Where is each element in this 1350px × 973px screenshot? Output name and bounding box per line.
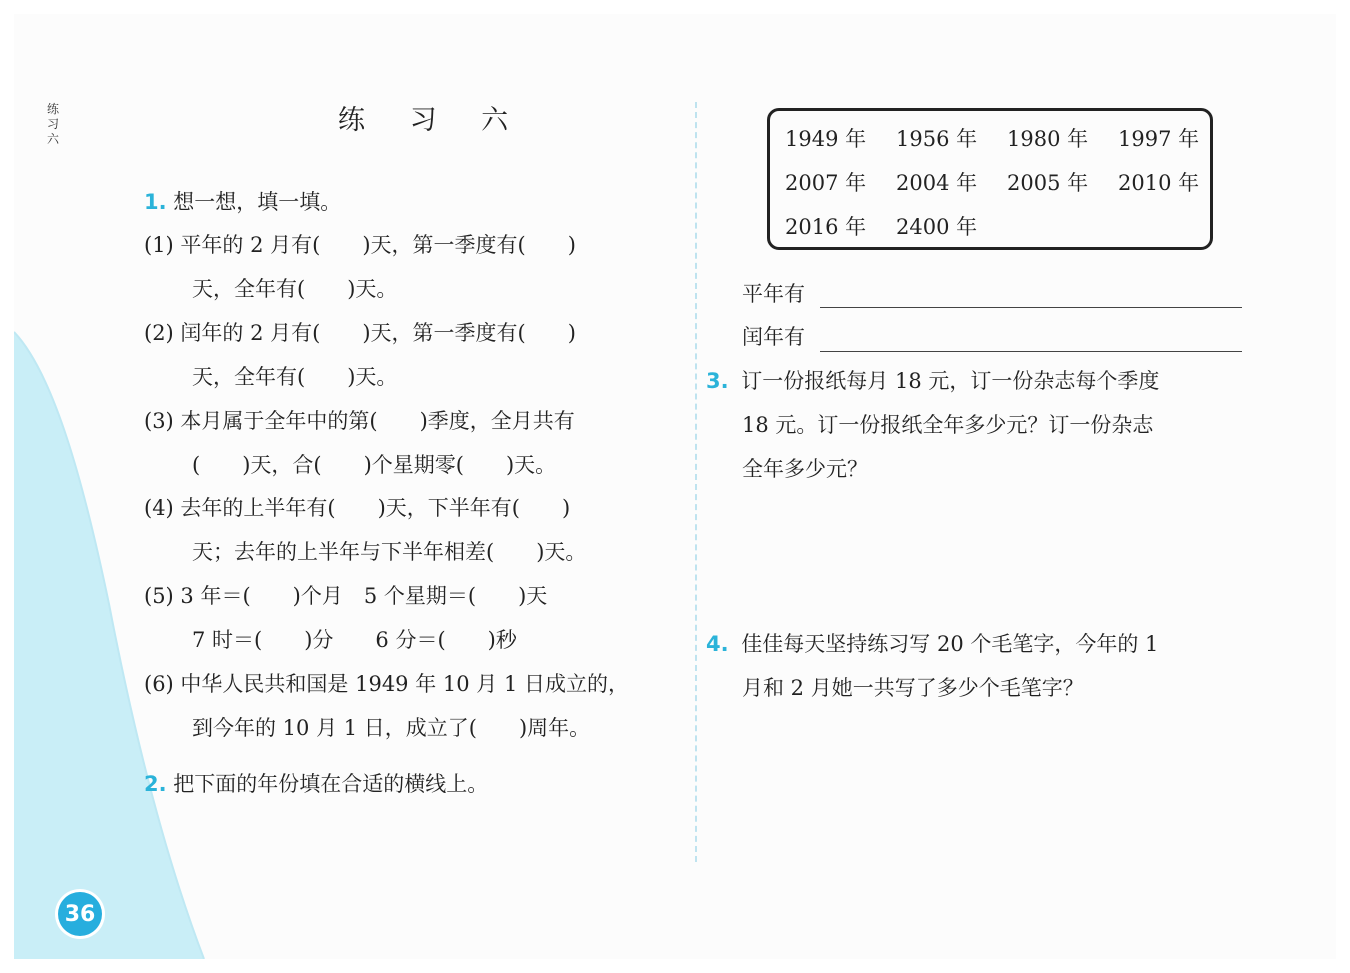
year-item: 2005 年 [1007, 171, 1089, 195]
year-item: 1949 年 [785, 127, 867, 151]
question-3-line [706, 367, 1159, 395]
question-4-line: 月和 2 月她一共写了多少个毛笔字？ [742, 676, 1084, 700]
leap-year-label: 闰年有 [742, 325, 805, 349]
question-1-heading [144, 188, 341, 216]
question-text: 把下面的年份填在合适的横线上。 [173, 772, 489, 796]
page-title: 练 习 六 [338, 105, 527, 136]
leap-year-answer-line[interactable] [820, 351, 1242, 352]
question-number: 3. [706, 369, 729, 393]
side-label-char: 习 [46, 117, 59, 131]
year-item: 2007 年 [785, 171, 867, 195]
q1-line: 天，全年有( )天。 [192, 277, 398, 301]
year-item: 2010 年 [1118, 171, 1200, 195]
workbook-page [14, 14, 1336, 959]
q1-line: (5) 3 年＝( )个月 5 个星期＝( )天 [144, 584, 548, 608]
q1-line: (2) 闰年的 2 月有( )天，第一季度有( ) [144, 321, 576, 345]
question-text: 想一想，填一填。 [173, 190, 342, 214]
question-3-line: 18 元。订一份报纸全年多少元？订一份杂志 [742, 413, 1154, 437]
year-item: 1956 年 [896, 127, 978, 151]
column-divider [695, 102, 697, 862]
question-2-heading [144, 770, 488, 798]
q1-line: (1) 平年的 2 月有( )天，第一季度有( ) [144, 233, 576, 257]
question-number: 2. [144, 772, 167, 796]
page-number-badge: 36 [58, 892, 102, 936]
q1-line: 7 时＝( )分 6 分＝( )秒 [192, 628, 517, 652]
question-text: 订一份报纸每月 18 元，订一份杂志每个季度 [741, 369, 1160, 393]
q1-line: (4) 去年的上半年有( )天，下半年有( ) [144, 496, 571, 520]
q1-line: 天，全年有( )天。 [192, 365, 398, 389]
year-list-box [767, 108, 1213, 250]
question-number: 4. [706, 632, 729, 656]
year-item: 1980 年 [1007, 127, 1089, 151]
q1-line: 到今年的 10 月 1 日，成立了( )周年。 [192, 716, 591, 740]
question-4-line [706, 630, 1158, 658]
side-label-char: 六 [46, 132, 59, 146]
q1-line: 天；去年的上半年与下半年相差( )天。 [192, 540, 587, 564]
question-3-line: 全年多少元？ [742, 457, 868, 481]
common-year-label: 平年有 [742, 282, 805, 306]
side-chapter-label [44, 102, 62, 147]
q1-line: (6) 中华人民共和国是 1949 年 10 月 1 日成立的， [144, 672, 629, 696]
q1-line: (3) 本月属于全年中的第( )季度，全月共有 [144, 409, 575, 433]
question-number: 1. [144, 190, 167, 214]
year-item: 1997 年 [1118, 127, 1200, 151]
year-item: 2004 年 [896, 171, 978, 195]
year-item: 2016 年 [785, 215, 867, 239]
q1-line: ( )天，合( )个星期零( )天。 [192, 453, 557, 477]
year-item: 2400 年 [896, 215, 978, 239]
common-year-answer-line[interactable] [820, 307, 1242, 308]
side-label-char: 练 [46, 102, 59, 116]
question-text: 佳佳每天坚持练习写 20 个毛笔字，今年的 1 [741, 632, 1159, 656]
